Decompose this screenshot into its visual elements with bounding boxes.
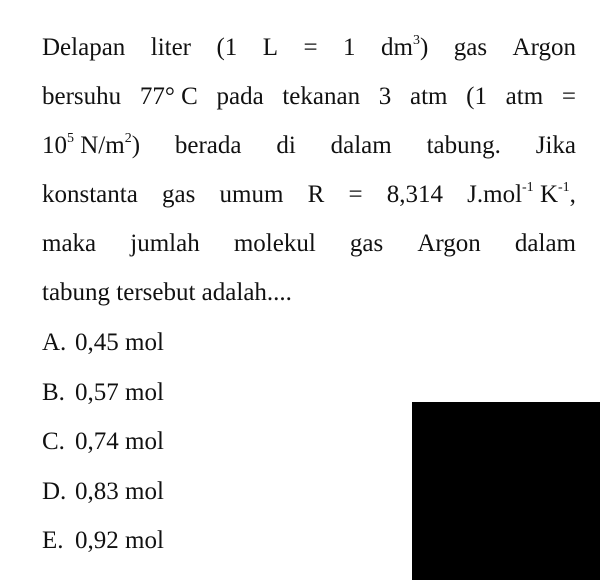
word: bersuhu	[42, 83, 122, 110]
option-e[interactable]	[42, 523, 164, 573]
option-text: 0,57 mol	[75, 378, 164, 406]
paren: )	[419, 34, 429, 61]
superscript: -1	[522, 180, 534, 195]
word: Jika	[535, 132, 576, 159]
word: gas	[162, 181, 196, 208]
word: 8,314	[386, 181, 443, 208]
word: R	[307, 181, 325, 208]
question-line-2	[42, 77, 576, 126]
question-ending: tabung tersebut adalah....	[42, 279, 292, 306]
word: =	[348, 181, 363, 208]
unit-dm3	[381, 28, 428, 77]
comma: ,	[569, 181, 576, 208]
superscript: 5	[67, 131, 74, 146]
question-line-5	[42, 224, 576, 273]
answer-options	[42, 325, 164, 573]
option-a[interactable]	[42, 325, 164, 375]
option-text: 0,45 mol	[75, 329, 164, 356]
option-d[interactable]	[42, 474, 164, 524]
word: gas	[349, 230, 384, 257]
superscript: 3	[412, 33, 420, 48]
option-letter: C.	[42, 428, 65, 455]
option-b[interactable]	[42, 375, 164, 425]
question-line-3	[42, 126, 576, 175]
option-letter: E.	[42, 527, 64, 554]
word: Argon	[512, 34, 576, 61]
word: Argon	[417, 230, 481, 257]
word: umum	[219, 181, 284, 208]
word: jumlah	[130, 230, 200, 257]
word: atm	[505, 83, 544, 110]
unit-base: J.mol	[467, 181, 523, 208]
question-line-4	[42, 175, 576, 224]
question-line-1	[42, 28, 576, 77]
unit-base: N/m	[80, 132, 125, 159]
word: Delapan	[42, 34, 126, 61]
word: (1	[216, 34, 238, 61]
paren: )	[131, 132, 141, 159]
word: dalam	[514, 230, 576, 257]
word: gas	[453, 34, 488, 61]
word: maka	[42, 230, 97, 257]
word: konstanta	[42, 181, 138, 208]
word: L	[262, 34, 279, 61]
word: berada	[174, 132, 242, 159]
word: 1	[343, 34, 356, 61]
word: 3	[378, 83, 392, 110]
option-letter: D.	[42, 477, 67, 505]
word: molekul	[233, 230, 316, 257]
word: di	[276, 132, 296, 159]
word: =	[303, 34, 318, 61]
word: tekanan	[282, 83, 361, 110]
word: tabung.	[426, 132, 501, 159]
word: atm	[409, 83, 448, 110]
option-c[interactable]	[42, 424, 164, 474]
word: liter	[150, 34, 192, 61]
word: (1	[466, 83, 487, 110]
question-text	[42, 28, 576, 322]
option-text: 0,83 mol	[75, 477, 164, 505]
superscript: 2	[124, 131, 132, 146]
word: pada	[216, 83, 264, 110]
temperature: 77° C	[139, 83, 198, 110]
word: =	[561, 83, 576, 110]
gas-constant-unit	[467, 175, 576, 224]
option-text: 0,74 mol	[75, 428, 164, 455]
option-text: 0,92 mol	[75, 527, 164, 554]
word: dalam	[330, 132, 392, 159]
question-line-6	[42, 273, 576, 322]
unit-base: dm	[381, 34, 413, 61]
unit-base: K	[539, 181, 558, 208]
pressure-value	[42, 126, 140, 175]
option-letter: B.	[42, 378, 65, 406]
option-letter: A.	[42, 329, 67, 356]
redaction-box	[412, 402, 600, 580]
superscript: -1	[558, 180, 570, 195]
base: 10	[42, 132, 67, 159]
